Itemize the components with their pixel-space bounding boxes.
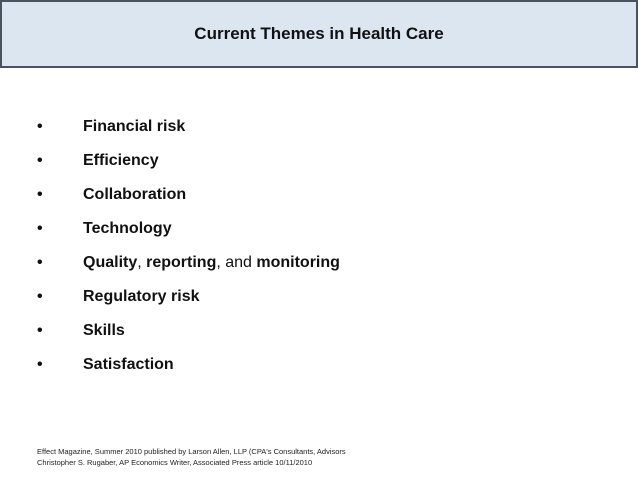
bullet-icon: • <box>37 288 43 305</box>
bullet-icon: • <box>37 152 43 169</box>
bullet-item-skills <box>0 322 600 344</box>
bullet-item-financial-risk <box>0 118 600 140</box>
bullet-item-regulatory-risk <box>0 288 600 310</box>
bullet-icon: • <box>37 356 43 373</box>
bullet-icon: • <box>37 186 43 203</box>
bullet-item-efficiency <box>0 152 600 174</box>
bullet-text-separator: , <box>137 254 147 271</box>
bullet-text: Satisfaction <box>83 356 174 373</box>
bullet-text: Skills <box>83 322 125 339</box>
bullet-item-satisfaction <box>0 356 600 378</box>
bullet-text: Technology <box>83 220 172 237</box>
bullet-text-monitoring: monitoring <box>256 254 340 271</box>
bullet-text: Collaboration <box>83 186 187 203</box>
title-banner <box>0 0 638 68</box>
bullet-icon: • <box>37 220 43 237</box>
citation-line-2: Christopher S. Rugaber, AP Economics Writer, Associated Press article 10/11/2010 <box>37 458 313 467</box>
bullet-text-reporting: reporting <box>146 254 217 271</box>
citation-line-1: Effect Magazine, Summer 2010 published by Larson Allen, LLP (CPA's Consultants, Advisors <box>37 447 346 456</box>
bullet-text <box>83 254 340 272</box>
bullet-item-technology <box>0 220 600 242</box>
bullet-text: Regulatory risk <box>83 288 200 305</box>
source-citation <box>37 446 346 468</box>
bullet-text: Efficiency <box>83 152 159 169</box>
bullet-item-quality-reporting-monitoring <box>0 254 600 276</box>
slide-title: Current Themes in Health Care <box>194 24 444 43</box>
bullet-text-separator: , and <box>216 254 257 271</box>
bullet-text: Financial risk <box>83 118 186 135</box>
bullet-text-quality: Quality <box>83 254 138 271</box>
bullet-icon: • <box>37 118 43 135</box>
bullet-item-collaboration <box>0 186 600 208</box>
bullet-icon: • <box>37 254 43 271</box>
bullet-icon: • <box>37 322 43 339</box>
